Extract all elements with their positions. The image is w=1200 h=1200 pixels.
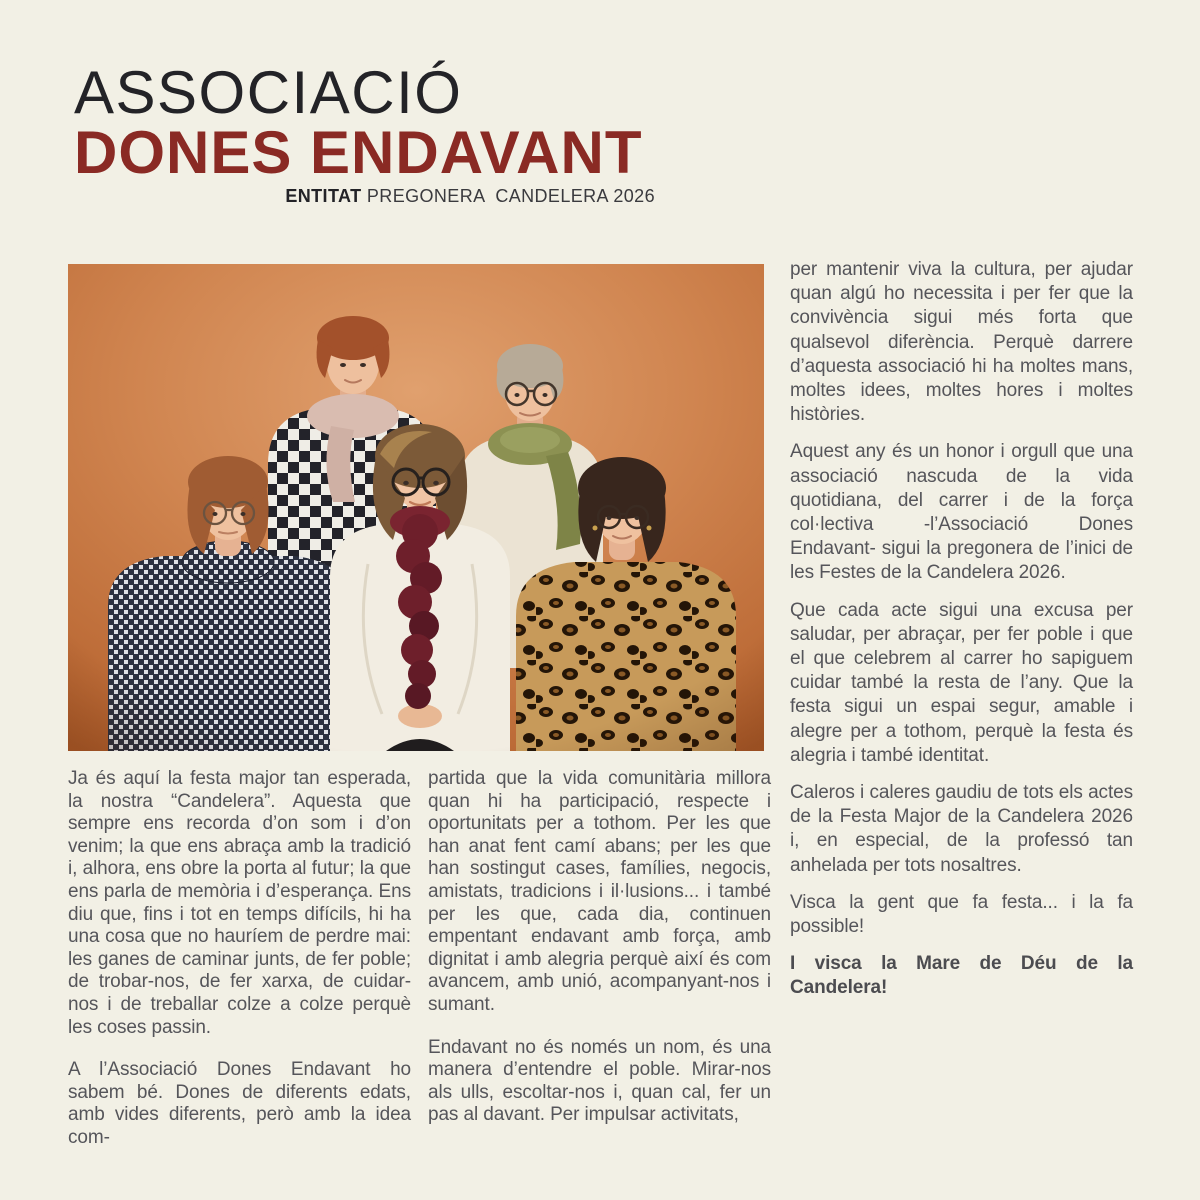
subtitle-entity-label: ENTITAT (285, 186, 362, 206)
text-column-2 (428, 768, 771, 1147)
subtitle (285, 186, 655, 207)
body-paragraph: Ja és aquí la festa major tan esperada, la nostra “Candelera”. Aquesta que sempre ens recorda d’on som i d’on venim; la que ens abraça amb la tradició i, alhora, ens obre la porta al futur; la que ens parla de memòria i d’esperança. Ens diu que, fins i tot en temps difícils, hi ha una cosa que no hauríem de perdre mai: les ganes de caminar junts, de fer poble; de trobar-nos, de fer xarxa, de cuidar-nos i de treballar colze a colze perquè les coses passin. (68, 768, 411, 1038)
group-photo (68, 264, 764, 751)
body-paragraph: Aquest any és un honor i orgull que una associació nascuda de la vida quotidiana, del carrer i de la força col·lectiva -l’Associació Dones Endavant- sigui la pregonera de l’inici de les Festes de la Candelera 2026. (790, 441, 1133, 584)
body-paragraph: per mantenir viva la cultura, per ajudar quan algú ho necessita i per fer que la convivència sigui més forta que qualsevol diferència. Perquè darrere d’aquesta associació hi ha moltes mans, moltes idees, moltes hores i moltes històries. (790, 259, 1133, 426)
body-paragraph: Endavant no és només un nom, és una manera d’entendre el poble. Mirar-nos als ulls, escoltar-nos i, quan cal, fer un pas al davant. Per impulsar activitats, (428, 1036, 771, 1126)
text-column-3 (790, 258, 1133, 1014)
body-paragraph: A l’Associació Dones Endavant ho sabem bé. Dones de diferents edats, amb vides diferents, però amb la idea com- (68, 1059, 411, 1148)
body-paragraph: Que cada acte sigui una excusa per saludar, per abraçar, per fer poble i que el que celebrem al carrer ho sapiguem cuidar també la resta de l’any. Que la festa sigui un espai segur, amable i alegre per a tothom, perquè la festa és alegria i també identitat. (790, 599, 1133, 766)
closing-line: I visca la Mare de Déu de la Candelera! (790, 953, 1133, 999)
photo-vignette (68, 264, 764, 751)
body-paragraph: partida que la vida comunitària millora quan hi ha participació, respecte i oportunitats per a tothom. Per les que han anat fent camí abans; per les que han sostingut cases, famílies, negocis, amistats, tradicions i il·lusions... i també per les que, cada dia, continuen empentant endavant amb força, amb dignitat i amb alegria perquè així és com avancem, amb unió, acompanyant-nos i sumant. (428, 768, 771, 1015)
body-paragraph: Visca la gent que fa festa... i la fa possible! (790, 891, 1133, 938)
text-column-1 (68, 768, 411, 1170)
title-line-1: ASSOCIACIÓ (74, 59, 463, 126)
body-paragraph: Caleros i caleres gaudiu de tots els actes de la Festa Major de la Candelera 2026 i, en especial, de la professó tan anhelada per tots nosaltres. (790, 782, 1133, 876)
title-line-2: DONES ENDAVANT (74, 119, 643, 186)
subtitle-rest: PREGONERA CANDELERA 2026 (361, 186, 655, 206)
page-header (74, 59, 643, 186)
